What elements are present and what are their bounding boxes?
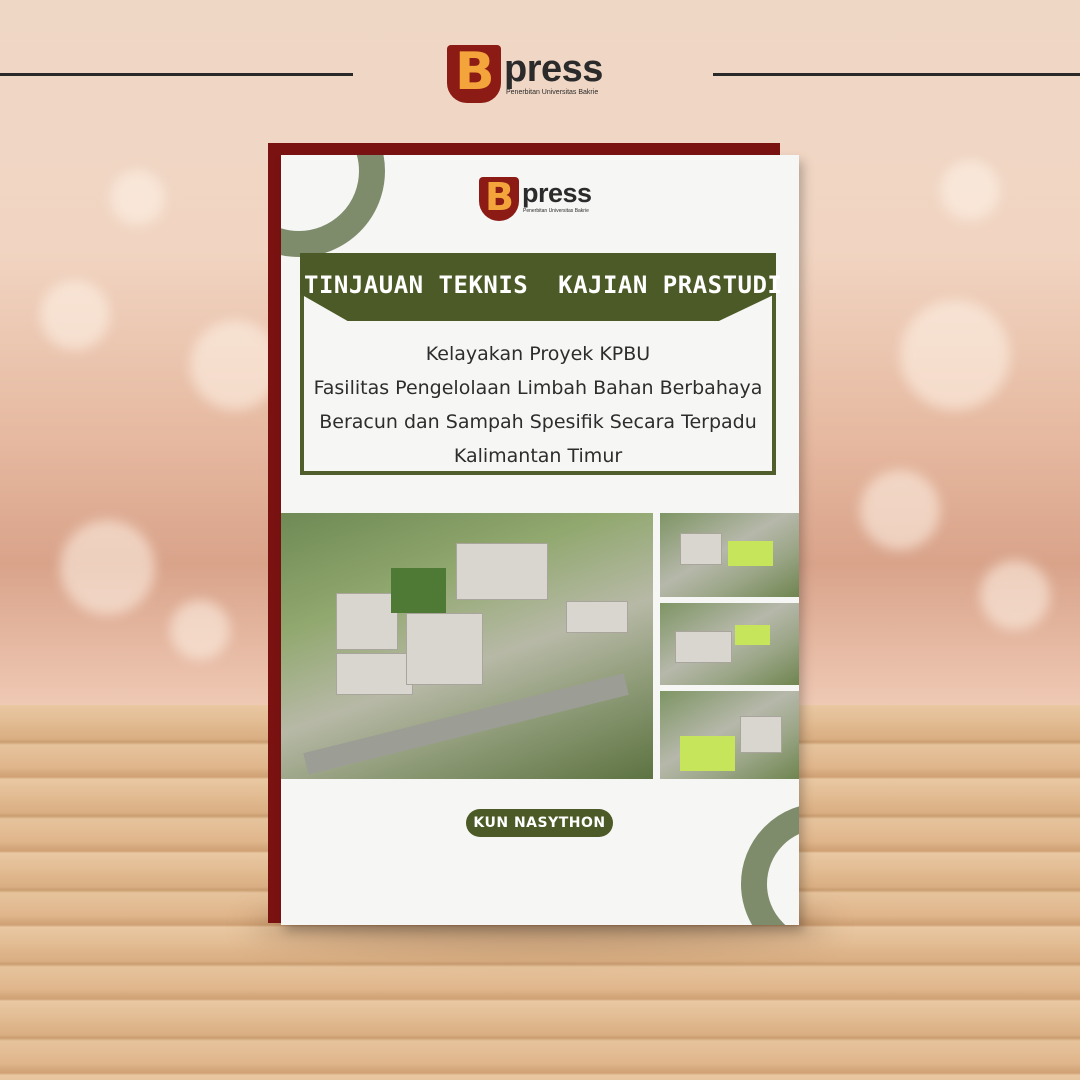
bpress-logo: B press Penerbitan Universitas Bakrie [447,45,603,103]
book-title: TINJAUAN TEKNIS KAJIAN PRASTUDI [304,271,783,299]
cover-badge-icon: B [479,177,519,221]
site-render-photo [281,513,653,779]
decorative-arc-top [281,155,385,257]
cover-logo: B press Penerbitan Universitas Bakrie [479,177,592,221]
book-cover [281,155,799,925]
site-render-photo [660,691,799,779]
book-subtitle: Kelayakan Proyek KPBU Fasilitas Pengelolaan Limbah Bahan Berbahaya Beracun dan Sampah Spesifik Secara Terpadu Kalimantan Timur [313,343,763,467]
header-rule-right [713,73,1080,76]
site-render-photo [660,603,799,685]
site-render-photo [660,513,799,597]
author-badge: KUN NASYTHON [466,809,613,837]
decorative-arc-bottom [741,803,799,925]
header-rule-left [0,73,353,76]
bpress-badge-icon: B [447,45,501,103]
title-frame [300,253,783,475]
